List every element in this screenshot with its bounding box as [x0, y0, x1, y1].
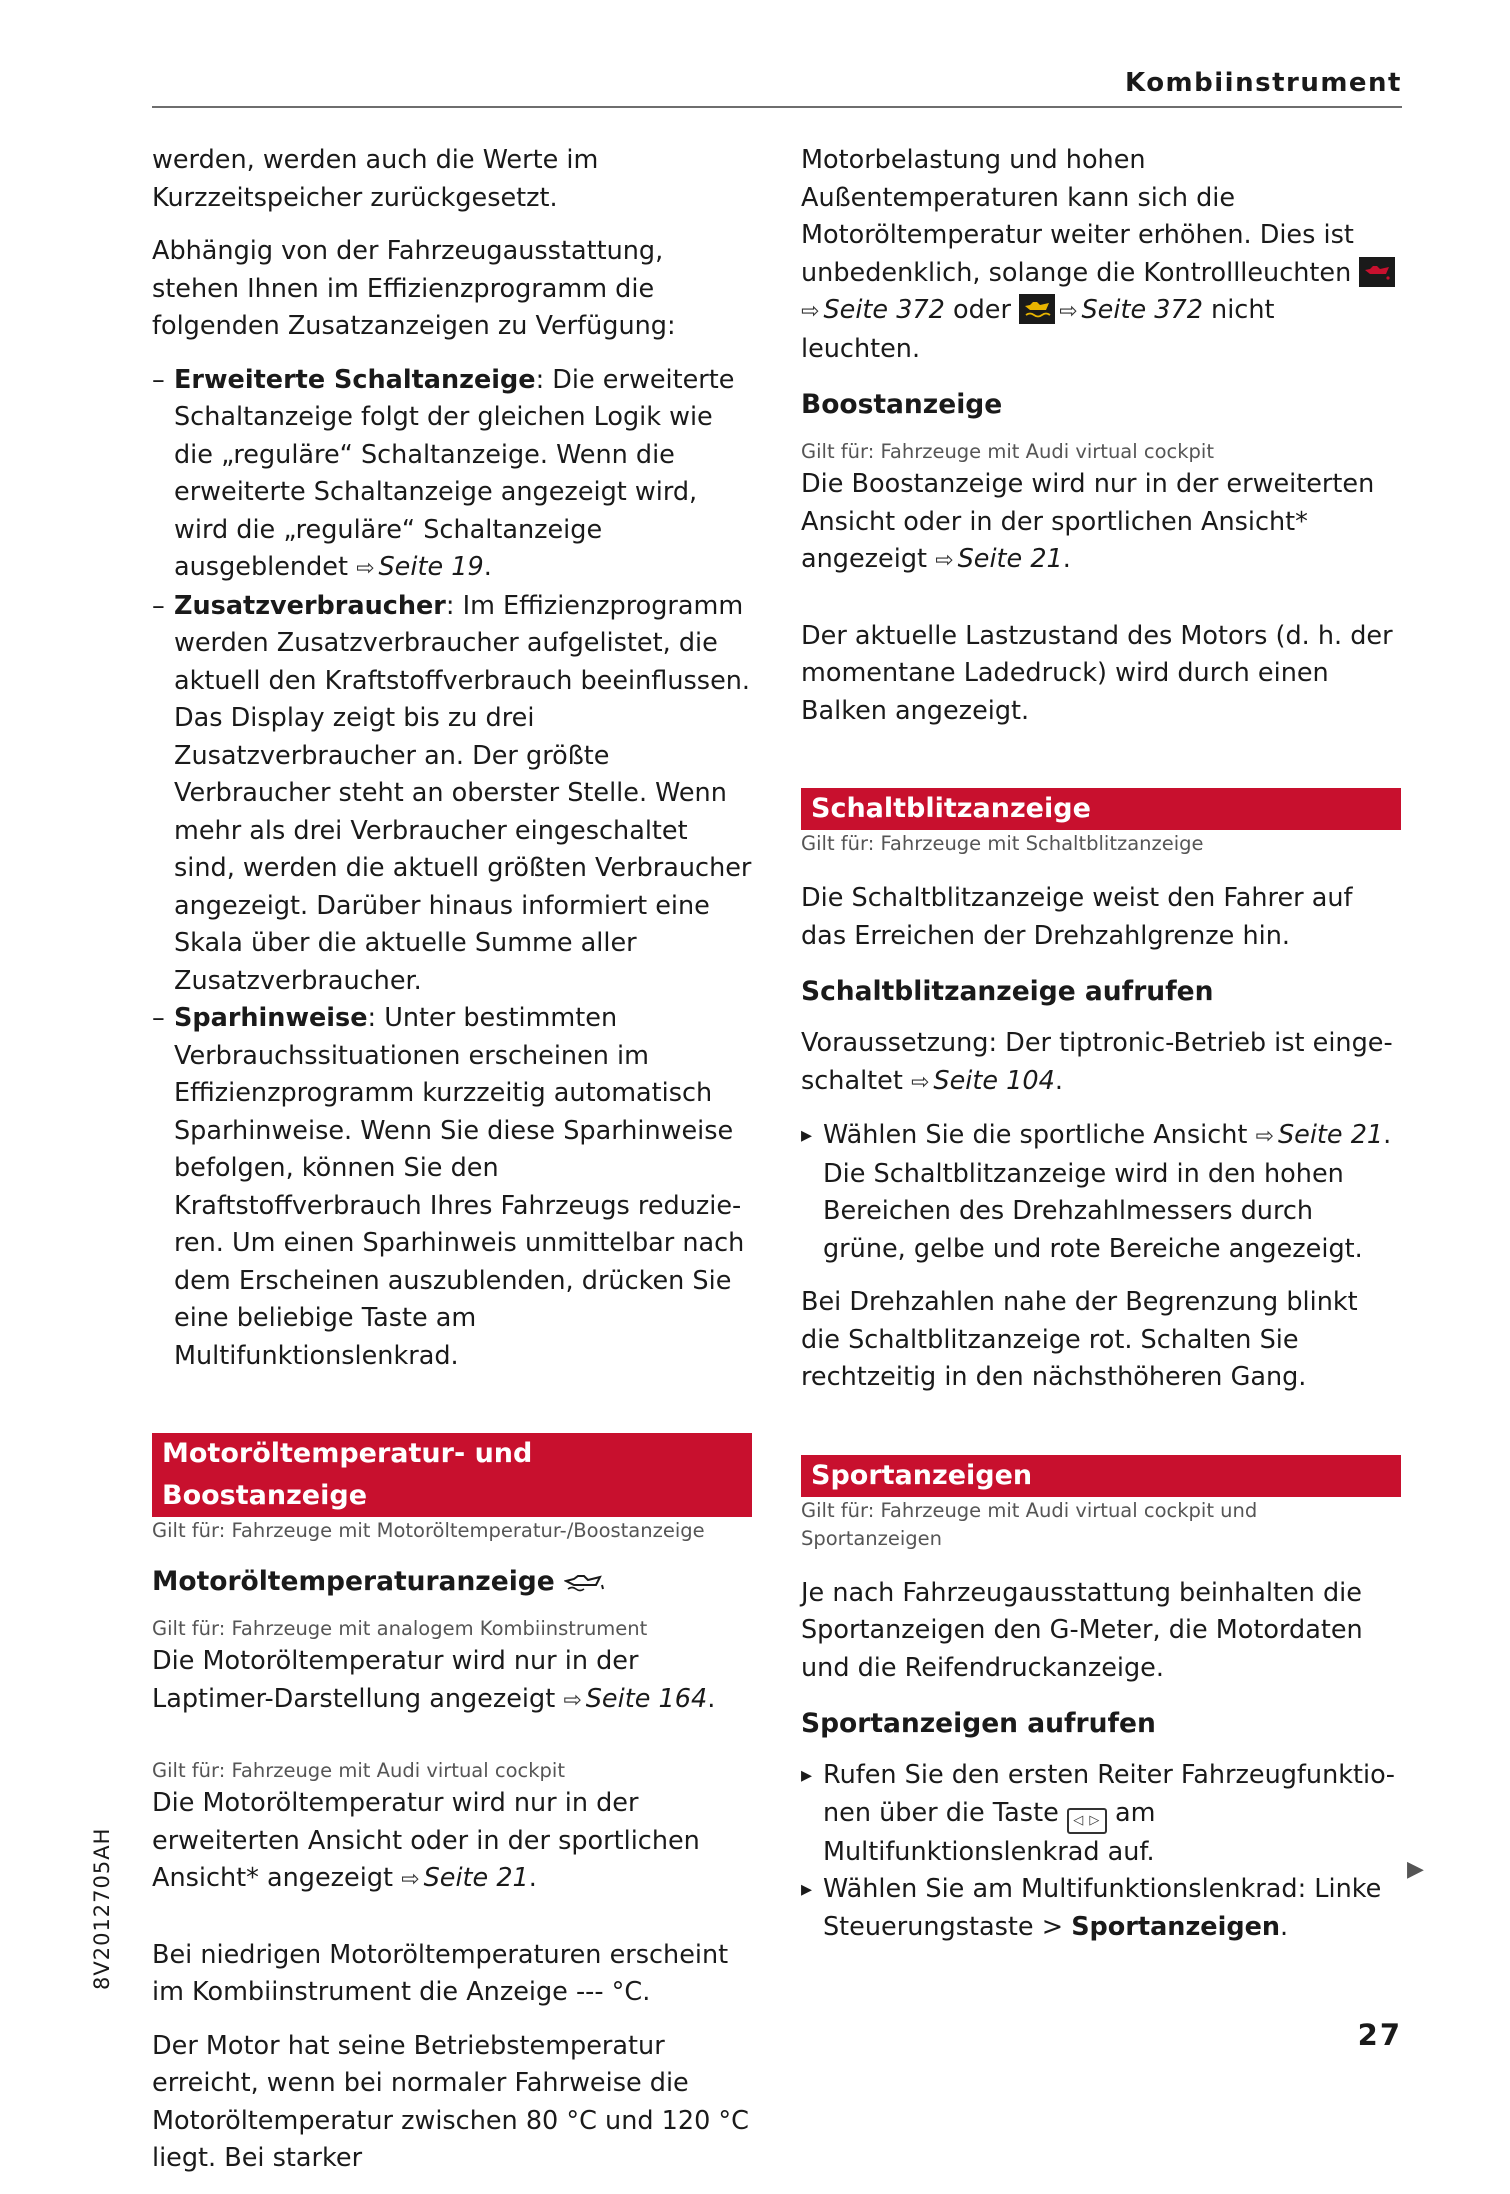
subheading: Schaltblitzanzeige aufrufen: [801, 976, 1214, 1007]
page-ref-arrow-icon: ⇨: [1059, 299, 1078, 324]
applies-note: Gilt für: Fahrzeuge mit Audi virtual cockpit: [801, 440, 1214, 463]
page-reference[interactable]: Seite 372: [1081, 295, 1203, 325]
header-divider: [152, 106, 1402, 108]
section-banner: Schaltblitzanzeige: [801, 788, 1401, 830]
oil-level-warning-icon: [1019, 294, 1055, 324]
applies-note: Gilt für: Fahrzeuge mit analogem Kombiinstrument: [152, 1617, 648, 1640]
page-number: 27: [1357, 2018, 1402, 2052]
oil-pressure-warning-icon: [1359, 257, 1395, 287]
applies-note: Gilt für: Fahrzeuge mit Schaltblitzanzeige: [801, 832, 1204, 855]
arrow-keys-icon: ◁ ▷: [1067, 1808, 1107, 1834]
left-column: [152, 142, 752, 2194]
document-code: 8V2012705AH: [90, 1827, 114, 1990]
list-item: ▸ Wählen Sie die sportliche Ansicht ⇨ Seite 21. Die Schaltblitzanzeige wird in den hohen Bereichen des Drehzahlmessers durch grüne, gelbe und rote Bereiche angezeigt.: [801, 1117, 1401, 1268]
page-ref-arrow-icon: ⇨: [801, 299, 820, 324]
page-reference[interactable]: Seite 164: [585, 1683, 708, 1714]
paragraph: Die Boostanzeige wird nur in der erweiterten Ansicht oder in der sportlichen Ansicht* angezeigt ⇨ Seite 21.: [801, 469, 1375, 574]
running-header: Kombiinstrument: [1125, 68, 1402, 98]
paragraph: Die Motoröltemperatur wird nur in der erweiterten Ansicht oder in der sportlichen Ansicht* angezeigt ⇨ Seite 21.: [152, 1788, 700, 1893]
oil-can-icon: [564, 1571, 606, 1593]
step-list: [801, 1117, 1401, 1268]
subheading: Motoröltemperaturanzeige: [152, 1565, 752, 1599]
list-term: Sparhinweise: [174, 1003, 368, 1033]
page-ref-arrow-icon: ⇨: [401, 1867, 420, 1892]
page-reference[interactable]: Seite 104: [933, 1065, 1055, 1096]
right-column: [801, 142, 1401, 1962]
subheading: Boostanzeige: [801, 389, 1003, 420]
page-reference[interactable]: Seite 21: [423, 1863, 529, 1893]
list-term: Erweiterte Schaltanzeige: [174, 364, 536, 395]
paragraph: Bei niedrigen Motoröltemperaturen erscheint im Kombiinstrument die Anzeige --- °C.: [152, 1939, 729, 2007]
page-ref-arrow-icon: ⇨: [935, 548, 954, 573]
page-ref-arrow-icon: ⇨: [1255, 1124, 1274, 1149]
applies-note: Gilt für: Fahrzeuge mit Audi virtual cockpit und Sportanzeigen: [801, 1498, 1258, 1550]
paragraph: werden, werden auch die Werte im Kurzzeitspeicher zurückgesetzt.: [152, 145, 599, 213]
paragraph: Der Motor hat seine Betriebstemperatur erreicht, wenn bei normaler Fahrweise die Motoröltemperatur zwischen 80 °C und 120 °C liegt. Bei starker: [152, 2030, 749, 2173]
list-item: – Erweiterte Schaltanzeige: Die erweiterte Schaltanzeige folgt der gleichen Logik wie die „reguläre“ Schaltanzeige. Wenn die erweiterte Schaltanzeige angezeigt wird, wird die „reguläre“ Schaltanzeige ausgeblendet ⇨ Seite 19.: [152, 362, 752, 588]
section-banner: Motoröltemperatur- und Boostanzeige: [152, 1433, 752, 1517]
continue-arrow-icon: ▶: [1407, 1857, 1424, 1882]
page-reference[interactable]: Seite 19: [378, 552, 484, 582]
paragraph: Die Motoröltemperatur wird nur in der Laptimer-Darstellung angezeigt ⇨ Seite 164.: [152, 1646, 716, 1714]
paragraph: Die Schaltblitzanzeige weist den Fahrer auf das Erreichen der Drehzahlgrenze hin.: [801, 883, 1353, 951]
feature-list: [152, 362, 752, 1376]
subheading: Sportanzeigen aufrufen: [801, 1708, 1156, 1739]
page-reference[interactable]: Seite 21: [1277, 1120, 1384, 1150]
list-item: – Sparhinweise: Unter bestimmten Verbrauchssituationen erscheinen im Effizienzprogramm kurzzeitig automatisch Sparhinweise. Wenn Sie diese Sparhinweise befolgen, können Sie den Kraftstoffverbrauch Ihres Fahrzeugs reduzieren. Um einen Sparhinweis unmittelbar nach dem Erscheinen auszublenden, drücken Sie eine beliebige Taste am Multifunktionslenkrad.: [152, 1000, 752, 1375]
paragraph: Je nach Fahrzeugausstattung beinhalten die Sportanzeigen den G-Meter, die Motordaten und die Reifendruckanzeige.: [801, 1577, 1363, 1683]
step-list: [801, 1757, 1401, 1946]
page-ref-arrow-icon: ⇨: [356, 556, 375, 581]
section-banner: Sportanzeigen: [801, 1455, 1401, 1497]
paragraph: Der aktuelle Lastzustand des Motors (d. h. der momentane Ladedruck) wird durch einen Balken angezeigt.: [801, 620, 1393, 726]
list-term: Zusatzverbraucher: [174, 590, 446, 621]
applies-note: Gilt für: Fahrzeuge mit Motoröltemperatur-/Boostanzeige: [152, 1519, 705, 1542]
list-item: ▸ Rufen Sie den ersten Reiter Fahrzeugfunktionen über die Taste ◁ ▷ am Multifunktionslenkrad auf.: [801, 1757, 1401, 1871]
paragraph: Bei Drehzahlen nahe der Begrenzung blinkt die Schaltblitzanzeige rot. Schalten Sie rechtzeitig in den nächsthöheren Gang.: [801, 1287, 1358, 1392]
paragraph: Abhängig von der Fahrzeugausstattung, stehen Ihnen im Effizienzprogramm die folgenden Zusatzanzeigen zu Verfügung:: [152, 236, 676, 341]
paragraph: Motorbelastung und hohen Außentemperaturen kann sich die Motoröltemperatur weiter erhöhen. Dies ist unbedenklich, solange die Kontrollleuchten ⇨ Seite 372 oder ⇨ Seite 372 nicht leuchten.: [801, 142, 1401, 368]
page-ref-arrow-icon: ⇨: [910, 1069, 930, 1095]
list-item: ▸ Wählen Sie am Multifunktionslenkrad: Linke Steuerungstaste > Sportanzeigen.: [801, 1871, 1401, 1946]
applies-note: Gilt für: Fahrzeuge mit Audi virtual cockpit: [152, 1759, 565, 1782]
page-reference[interactable]: Seite 21: [957, 544, 1063, 574]
page-reference[interactable]: Seite 372: [823, 295, 945, 325]
page-ref-arrow-icon: ⇨: [563, 1687, 582, 1713]
paragraph: Voraussetzung: Der tiptronic-Betrieb ist eingeschaltet ⇨ Seite 104.: [801, 1028, 1393, 1096]
list-item: – Zusatzverbraucher: Im Effizienzprogramm werden Zusatzverbraucher aufgelistet, die aktuell den Kraftstoffverbrauch beeinflussen. Das Display zeigt bis zu drei Zusatzverbraucher an. Der größte Verbraucher steht an oberster Stelle. Wenn mehr als drei Verbraucher eingeschaltet sind, werden die aktuell größten Verbraucher angezeigt. Darüber hinaus informiert eine Skala über die aktuelle Summe aller Zusatzverbraucher.: [152, 588, 752, 1001]
